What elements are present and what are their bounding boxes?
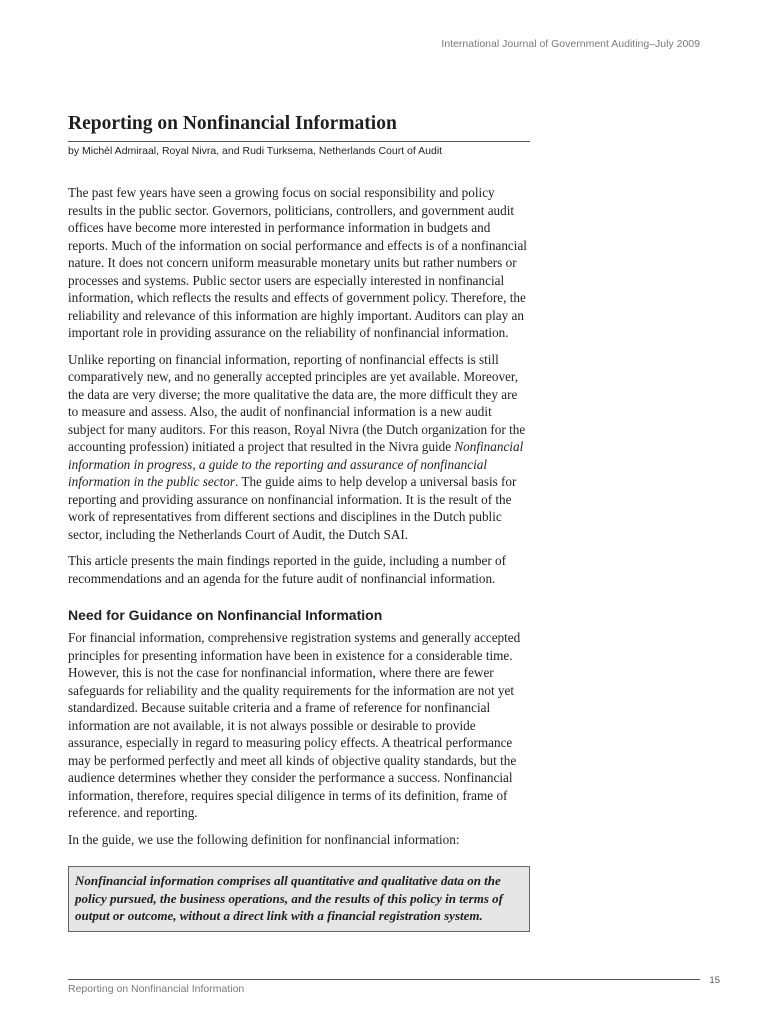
article-body — [68, 184, 530, 932]
section-paragraph-1: For financial information, comprehensive registration systems and generally accepted principles for presenting information have been in existence for a considerable time. However, this is not the case for nonfinancial information, where there are fewer safeguards for reliability and the quality requirements for the information are not yet standardized. Because suitable criteria and a frame of reference for nonfinancial information are not available, it is not always possible or desirable to provide assurance, especially in regard to measuring policy effects. A theatrical performance may be performed perfectly and meet all kinds of objective quality standards, but the audience determines whether they consider the performance a success. Nonfinancial information, therefore, requires special diligence in terms of its definition, frame of reference. and reporting. — [68, 630, 521, 821]
page-number: 15 — [709, 975, 720, 986]
article — [68, 112, 530, 932]
footer-divider — [68, 979, 700, 980]
article-title: Reporting on Nonfinancial Information — [68, 113, 397, 134]
paragraph-guide-before: Unlike reporting on financial information, reporting of nonfinancial effects is still comparatively new, and no generally accepted principles are yet available. Moreover, the data are very diverse; the more qualitative the data are, the more difficult they are to measure and assess. Also, the audit of nonfinancial information is a new audit subject for many auditors. For this reason, Royal Nivra (the Dutch organization for the accounting profession) initiated a project that resulted in the Nivra guide — [68, 351, 526, 455]
paragraph-guide — [68, 351, 530, 544]
running-header: International Journal of Government Auditing–July 2009 — [441, 38, 700, 50]
guide-title-italic: Nonfinancial information in progress, a guide to the reporting and assurance of nonfinancial information in the public sector — [68, 439, 524, 490]
definition-box: Nonfinancial information comprises all quantitative and qualitative data on the policy pursued, the business operations, and the results of this policy in terms of output or outcome, without a direct link with a financial registration system. — [68, 866, 530, 932]
paragraph-intro: The past few years have seen a growing focus on social responsibility and policy results in the public sector. Governors, politicians, controllers, and government audit offices have become more interested in performance information in budgets and reports. Much of the information on social performance and effects is of a nonfinancial nature. It does not concern uniform measurable monetary units but rather numbers or processes and systems. Public sector users are especially interested in nonfinancial information, which reflects the results and effects of government policy. Therefore, the reliability and relevance of this information are highly important. Auditors can play an important role in providing assurance on the reliability of nonfinancial information. — [68, 185, 527, 341]
section-paragraph-2: In the guide, we use the following definition for nonfinancial information: — [68, 831, 460, 847]
paragraph-guide-after: . The guide aims to help develop a universal basis for reporting and providing assurance on nonfinancial information. It is the result of the work of representatives from different sections and disciplines in the Dutch public sector, including the Netherlands Court of Audit, the Dutch SAI. — [68, 474, 517, 542]
article-byline: by Michèl Admiraal, Royal Nivra, and Rudi Turksema, Netherlands Court of Audit — [68, 141, 530, 158]
paragraph-summary: This article presents the main findings reported in the guide, including a number of recommendations and an agenda for the future audit of nonfinancial information. — [68, 553, 507, 586]
section-heading: Need for Guidance on Nonfinancial Information — [68, 607, 383, 624]
footer-running-title: Reporting on Nonfinancial Information — [68, 983, 245, 995]
